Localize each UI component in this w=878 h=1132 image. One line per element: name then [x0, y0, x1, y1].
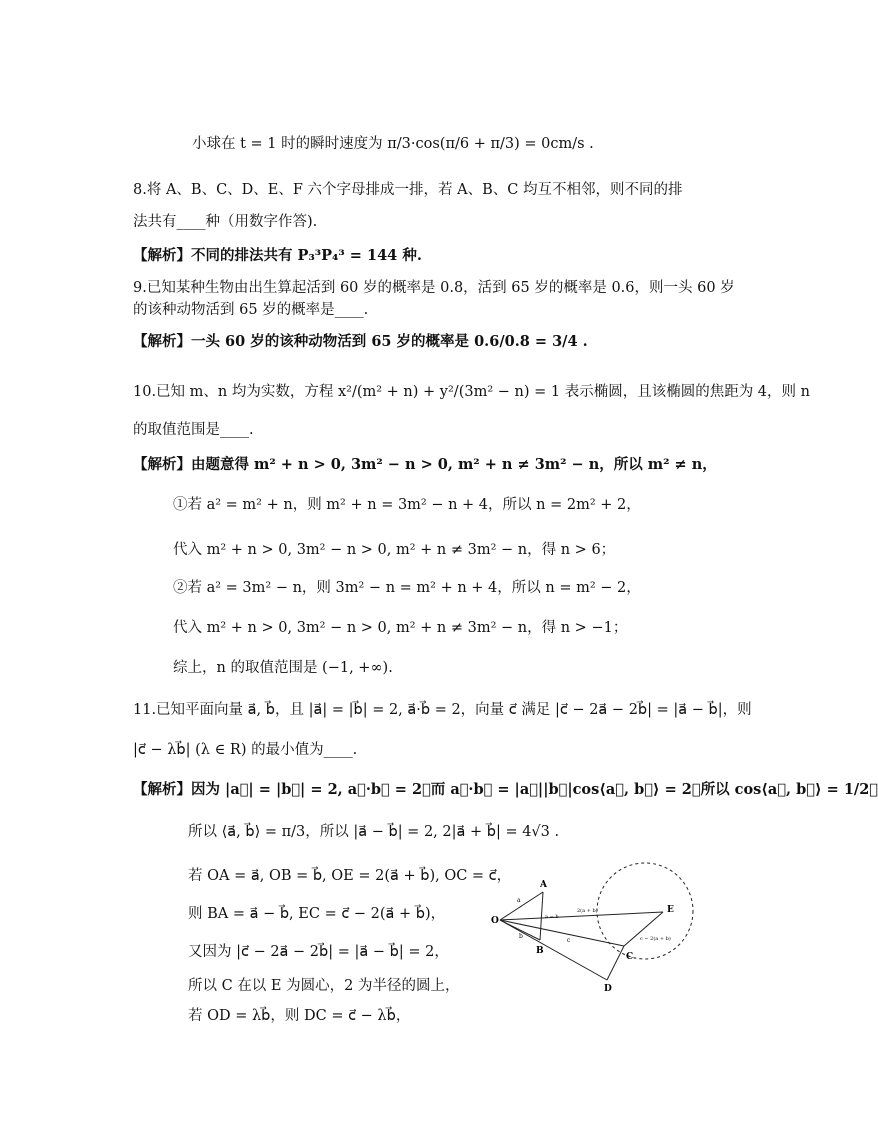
- text-line: 若 OA = a⃗, OB = b⃗, OE = 2(a⃗ + b⃗), OC = c⃗，: [188, 868, 512, 884]
- text-line: ①若 a² = m² + n，则 m² + n = 3m² − n + 4，所以 n = 2m² + 2，: [173, 497, 641, 513]
- vector-label-b: b: [519, 933, 523, 940]
- text-line: 所以 ⟨a⃗, b⃗⟩ = π/3，所以 |a⃗ − b⃗| = 2, 2|a⃗ + b⃗| = 4√3 .: [188, 824, 560, 840]
- text-line: 法共有____种（用数字作答).: [133, 214, 318, 230]
- problem-8: 8.将 A、B、C、D、E、F 六个字母排成一排，若 A、B、C 均互不相邻，则不同的排: [133, 182, 683, 198]
- vector-label-two-a-plus-b: 2(a + b): [577, 908, 598, 914]
- text-line: 若 OD = λb⃗，则 DC = c⃗ − λb⃗，: [188, 1008, 411, 1024]
- text-line: ②若 a² = 3m² − n，则 3m² − n = m² + n + 4，所以 n = m² − 2，: [173, 580, 641, 596]
- point-label-b: B: [536, 946, 544, 956]
- text-line: 代入 m² + n > 0, 3m² − n > 0, m² + n ≠ 3m² − n，得 n > −1；: [173, 620, 628, 636]
- text-line: 又因为 |c⃗ − 2a⃗ − 2b⃗| = |a⃗ − b⃗| = 2，: [188, 944, 449, 960]
- solution-11: 【解析】因为 |a⃗| = |b⃗| = 2, a⃗·b⃗ = 2，而 a⃗·b⃗ = |a⃗||b⃗|cos⟨a⃗, b⃗⟩ = 2，所以 cos⟨a⃗, b⃗⟩ = 1/2，: [133, 781, 878, 798]
- text-line: 的取值范围是____.: [133, 422, 254, 438]
- text-line: 小球在 t = 1 时的瞬时速度为 π/3·cos(π/6 + π/3) = 0cm/s .: [192, 136, 594, 152]
- text-line: |c⃗ − λb⃗| (λ ∈ R) 的最小值为____.: [133, 742, 358, 758]
- text-line: 则 BA = a⃗ − b⃗, EC = c⃗ − 2(a⃗ + b⃗)，: [188, 906, 446, 922]
- point-label-d: D: [604, 984, 612, 994]
- solution-8: 【解析】不同的排法共有 P₃³P₄³ = 144 种.: [133, 247, 422, 264]
- point-label-e: E: [667, 905, 674, 915]
- vector-label-a-minus-b: a − b: [545, 914, 559, 920]
- text-line: 代入 m² + n > 0, 3m² − n > 0, m² + n ≠ 3m² − n，得 n > 6；: [173, 542, 616, 558]
- text-line: 综上，n 的取值范围是 (−1, +∞).: [173, 660, 393, 676]
- problem-11: 11.已知平面向量 a⃗, b⃗，且 |a⃗| = |b⃗| = 2, a⃗·b⃗ = 2，向量 c⃗ 满足 |c⃗ − 2a⃗ − 2b⃗| = |a⃗ − b⃗|，则: [133, 702, 752, 718]
- point-label-c: C: [626, 952, 634, 962]
- vector-label-c-minus-two-a-plus-b: c − 2(a + b): [640, 936, 671, 942]
- vector-label-c: c: [567, 937, 571, 944]
- dashed-circle: [597, 863, 693, 959]
- point-label-a: A: [540, 880, 547, 890]
- vector-label-a: a: [517, 897, 521, 904]
- text-line: 的该种动物活到 65 岁的概率是____.: [133, 302, 369, 318]
- problem-9: 9.已知某种生物由出生算起活到 60 岁的概率是 0.8，活到 65 岁的概率是 0.6，则一头 60 岁: [133, 280, 735, 296]
- text-line: 所以 C 在以 E 为圆心，2 为半径的圆上，: [188, 978, 460, 994]
- vector-diagram: [485, 860, 715, 1000]
- solution-10: 【解析】由题意得 m² + n > 0, 3m² − n > 0, m² + n ≠ 3m² − n，所以 m² ≠ n，: [133, 456, 717, 473]
- point-label-o: O: [491, 916, 499, 926]
- problem-10: 10.已知 m、n 均为实数，方程 x²/(m² + n) + y²/(3m² − n) = 1 表示椭圆，且该椭圆的焦距为 4，则 n: [133, 384, 810, 400]
- solution-9: 【解析】一头 60 岁的该种动物活到 65 岁的概率是 0.6/0.8 = 3/4 .: [133, 333, 588, 350]
